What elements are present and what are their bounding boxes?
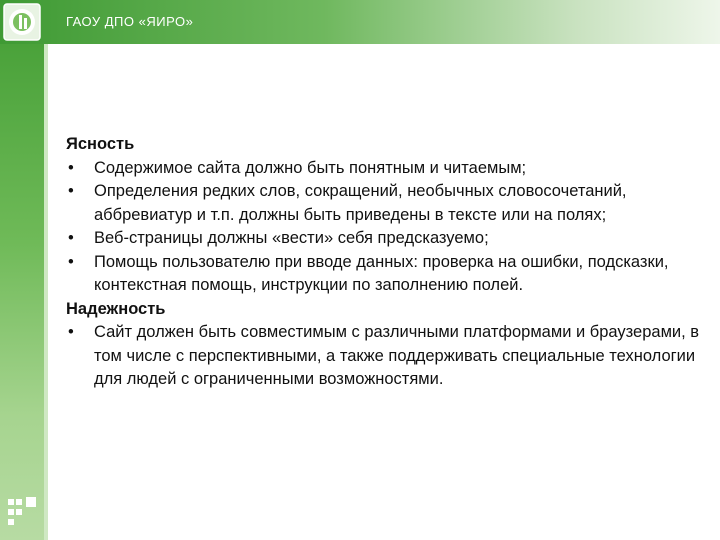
heading-reliability: Надежность bbox=[66, 299, 166, 318]
bullet: • bbox=[68, 229, 74, 247]
list-item-text: Сайт должен быть совместимым с различными платформами и браузерами, в том числе с перспективными, а также поддерживать специальные технологии для людей с ограниченными возможностями. bbox=[94, 323, 700, 388]
bullet: • bbox=[68, 182, 74, 200]
left-decorative-strip bbox=[0, 44, 44, 540]
list-item-text: Помощь пользователю при вводе данных: проверка на ошибки, подсказки, контекстная помощь, инструкции по заполнению полей. bbox=[94, 252, 669, 294]
heading-clarity: Ясность bbox=[66, 135, 135, 153]
institute-logo-icon bbox=[3, 3, 41, 41]
bullet: • bbox=[68, 158, 74, 177]
header-bar bbox=[0, 0, 720, 44]
decorative-squares-icon bbox=[8, 497, 38, 527]
bullet: • bbox=[68, 323, 74, 341]
list-item bbox=[66, 157, 706, 181]
bullet: • bbox=[68, 252, 74, 271]
list-item-text: Веб-страницы должны «вести» себя предсказуемо; bbox=[94, 229, 489, 247]
list-item bbox=[66, 180, 706, 227]
list-item-text: Определения редких слов, сокращений, необычных словосочетаний, аббревиатур и т.п. должны быть приведены в тексте или на полях; bbox=[94, 182, 627, 224]
list-item bbox=[66, 227, 706, 251]
slide-body bbox=[66, 133, 706, 392]
left-strip-highlight bbox=[44, 44, 48, 540]
list-item-text: Содержимое сайта должно быть понятным и читаемым; bbox=[94, 158, 527, 177]
list-item bbox=[66, 321, 706, 392]
header-title: ГАОУ ДПО «ЯИРО» bbox=[66, 14, 194, 29]
list-item bbox=[66, 251, 706, 298]
